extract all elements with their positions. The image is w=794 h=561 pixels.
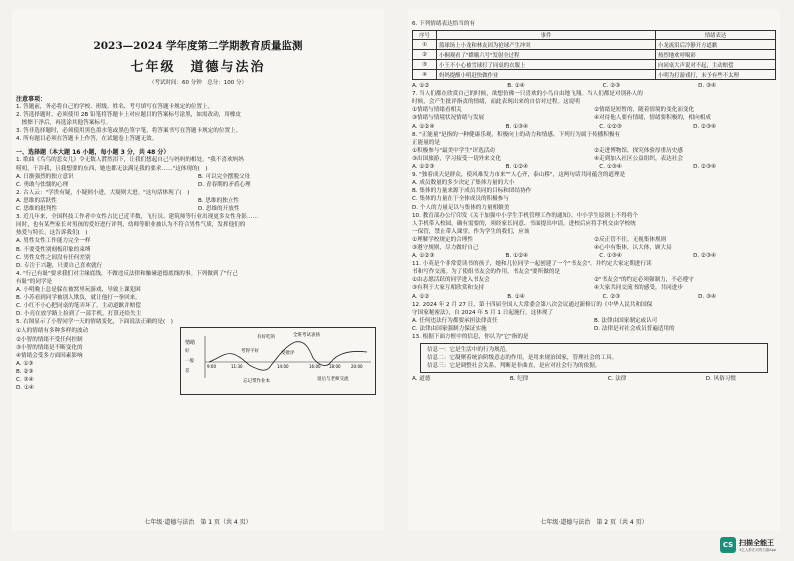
question-5: 5. 右图显示了小智同学一天的情绪变化，下面说法正确的是( )	[16, 319, 173, 326]
statement: ①由志愿活跃的同学进入书友会	[412, 277, 490, 284]
chart-time: 16:00	[309, 364, 321, 370]
question-2: 2. 古人云："学贵有疑，小疑则小进，大疑则大进。"这句话体现了( )	[16, 189, 190, 196]
option: C. 集体的力量在于全体成员的积极参与	[412, 196, 509, 203]
option: C. 法律	[607, 376, 627, 383]
question-13: 13. 根据下面方框中的信息，你认为"它"指的是	[412, 334, 529, 340]
option: A. ①②	[412, 83, 430, 90]
option: C. ②③	[602, 293, 621, 300]
option: C. ①③④	[599, 253, 622, 260]
option: D. ①④	[16, 385, 34, 392]
question-11: 11. 小英是个非常爱读书的孩子，她和几位同学一起创建了一个"书友会"，并约定大家定期进行读	[412, 261, 652, 268]
option: C. ①②③	[599, 123, 622, 130]
option: D. 专注于兴趣，只要自己喜欢就行	[16, 262, 103, 269]
chart-level-high: 好	[185, 349, 190, 355]
statement: ④大家共同交流书的感受，共同进步	[594, 285, 683, 292]
table-cell: ④	[413, 70, 437, 80]
question-10: 10. 教育部办公厅印发《关于加强中小学生手机管理工作的通知》。中小学生原则上不得将个	[412, 212, 639, 219]
statement: ④心中有集体，认大体，顾大局	[594, 244, 672, 251]
question-10-cont: 人手机带入校园，确有需要的，须经家长同意、书面提出申请，进校后应将手机交由学校统	[412, 220, 636, 227]
statement: ②"书友会"的约定必须强制力，不必遵守	[594, 277, 694, 284]
table-cell: 小桐观看了"嫦娥六号"发射全过程	[437, 50, 656, 60]
option: C. ③④	[16, 377, 34, 383]
chart-event: 全班考试表扬	[293, 333, 320, 339]
chart-event: 考得不好	[241, 349, 259, 355]
question-5-block	[16, 327, 380, 395]
option: A. ①③	[16, 360, 34, 367]
table-cell: 小龙流泪后冷静开方道歉	[656, 40, 776, 50]
question-1: 1. 歌曲《鸟鸟的悲女儿》令无数人潸然泪下，让我们想起自己与妈妈的相处。"我不喜欢妈妈	[16, 157, 244, 164]
notes-heading: 注意事项：	[16, 96, 47, 103]
table-header: 事件	[437, 31, 656, 40]
option: A. ①②③	[412, 253, 435, 260]
note-1: 1. 答题前，务必将自己的学校、班级、姓名、考号填写在答题卡规定的位置上。	[16, 104, 214, 110]
question-6-options	[412, 82, 776, 90]
question-8: 8. "正能量"是指的一种健康乐观，积极向上的动力和情感。下列行为属于传播积极有	[412, 131, 621, 138]
question-7-statements	[412, 106, 776, 122]
note-3: 擦擦干净后，再选涂其他答案标号。	[16, 120, 112, 127]
option: A. 日渐强烈的独立意识	[16, 173, 74, 180]
option: B. ②③	[16, 368, 34, 375]
chart-time: 14:00	[277, 364, 289, 370]
statement: ③遵守规则，尽力做好自己	[412, 244, 479, 251]
note-5: 4. 所有题目必须在答题卡上作答，在试题卷上答题无效。	[16, 136, 158, 143]
exam-page-1	[12, 10, 384, 530]
table-header: 序号	[413, 31, 437, 40]
table-row	[413, 50, 776, 60]
question-12-cont: 守国家秘密法》，自 2024 年 5 月 1 日起施行。这体现了	[412, 309, 554, 316]
option: A. ①②④	[412, 123, 435, 130]
statement: ④走到加入社区公益组织，表达社会	[594, 155, 683, 162]
chart-time: 20:00	[351, 364, 363, 370]
camscanner-logo-icon: CS	[720, 537, 736, 553]
info-line: 信息二：它凝聚着统治阶级意志的作用，是用来规治国家，管理社会的工具。	[427, 355, 618, 362]
option: D. 小亮在放学路上捡到了一部手机，打算还给失主	[16, 311, 142, 318]
question-10-cont: 一保管，禁止带入课堂。作为学生的我们，应该	[412, 228, 530, 235]
note-4: 3. 答非选择题时，必须使用黑色墨水笔或黑色签字笔，将答案书写在答题卡规定的位置上。	[16, 128, 242, 135]
section-heading: 一、选择题（本大题 16 小题，每小题 3 分，共 48 分）	[16, 149, 170, 157]
exam-subject: 七年级 道德与法治	[130, 60, 266, 75]
option: A. 男性女性工作能力完全一样	[16, 238, 91, 245]
option: D. ③④	[698, 293, 716, 300]
statement: ①人的情绪有多种多样的波动	[16, 328, 89, 335]
watermark-name: 扫描全能王	[739, 538, 774, 547]
option: A. ①②	[412, 293, 430, 300]
option: B. 小苏看到同学被别人欺负，就让他打一拳回来。	[16, 295, 141, 302]
statement: ①积极参与"最美中学生"评选活动	[412, 147, 495, 154]
info-line: 信息一：它是生活中的行为规范。	[427, 347, 511, 354]
chart-event: 受批评	[281, 351, 295, 357]
option: D. 青春期的矛盾心理	[198, 181, 251, 188]
question-7-options	[412, 123, 776, 131]
option: A. 道德	[412, 376, 431, 383]
table-cell: 篮球场上小龙和林友因为抢球产生冲突	[437, 40, 656, 50]
question-4: 4. "行己有耻"要求我们对尘缘底线，不做违反法律和触碰道德底线的事。下列做到了"行己	[16, 270, 238, 277]
option: D. ②③④	[693, 253, 716, 260]
table-cell: 小王不小心被雪球打了同桌的衣服上	[437, 60, 656, 70]
exam-meta: （考试时间：60 分钟 总分：100 分）	[149, 80, 247, 86]
chart-time: 11:30	[231, 364, 243, 370]
option: B. 可以完全摆脱父母	[198, 173, 251, 180]
statement: ②反正管不住，无视集体规则	[594, 236, 667, 243]
emotion-chart	[180, 327, 376, 395]
question-8-cont: 正能量的是	[412, 139, 440, 146]
table-cell: ①	[413, 40, 437, 50]
emotion-chart-svg	[181, 328, 377, 396]
question-4-cont: 有耻"的同学是	[16, 278, 53, 285]
question-1-cont: 唠叨，干涉我，且我想要的东西，她也都无法满足我的要求……"这体现的( )	[16, 165, 208, 172]
chart-level-low: 差	[185, 369, 190, 375]
exam-title: 2023—2024 学年度第二学期教育质量监测	[93, 40, 303, 52]
table-row	[413, 40, 776, 50]
option: A. 任何违法行为都要承担法律责任	[412, 317, 498, 324]
chart-time: 18:00	[329, 364, 341, 370]
statement: ③情绪与情境状况情绪与发展	[412, 115, 485, 122]
option: A. 思维的活跃性	[16, 197, 57, 204]
statement: ②走进博物馆，探究体验厚重历史感	[594, 147, 683, 154]
statement: ①情绪与情绪看相关	[412, 107, 462, 114]
question-8-statements	[412, 147, 776, 163]
table-row	[413, 60, 776, 70]
option: B. ①②④	[505, 164, 529, 171]
question-10-options	[412, 252, 776, 260]
option: A. 成员数量的多少决定了集体力量的大小	[412, 180, 515, 187]
option: B. ①④	[507, 83, 525, 90]
scanner-watermark	[720, 533, 790, 557]
option: B. 不要受性别刻板印象的束缚	[16, 246, 91, 253]
option: B. ①③④	[505, 123, 529, 130]
exam-page-2	[408, 10, 780, 530]
option: D. ②③④	[693, 123, 716, 130]
option: B. ①②④	[505, 253, 529, 260]
table-cell: 妈妈提醒小明赶快做作业	[437, 70, 656, 80]
table-cell: ③	[413, 60, 437, 70]
chart-event: 忘记带作业本	[243, 379, 270, 385]
question-9: 9. "独着成天是群众，使风难发力市来""人心齐，泰山移"，这两句话共同蕴含的道理是	[412, 172, 626, 179]
statement: ②小智的情绪不受任何控制	[16, 336, 83, 343]
option: C. 男性女性之间没有任何差别	[16, 254, 91, 261]
chart-time: 9:00	[207, 364, 216, 370]
question-7-cont: 时候，会产生批评指责的情绪，而此表现出来的自信对过程。这说明	[412, 99, 580, 106]
option: C. ②③	[602, 83, 621, 90]
question-6-table	[412, 30, 776, 80]
table-header-row	[413, 31, 776, 40]
page-footer: 七年级·道德与法治 第 2 页（共 4 页）	[540, 519, 648, 526]
option: D. ③④	[698, 83, 716, 90]
statement: ④对待他人要有情绪，情绪要积极的，相向相成	[594, 115, 711, 122]
table-header: 情绪表达	[656, 31, 776, 40]
option: B. 集体的力量来源于成员共同的目标和团结协作	[412, 188, 532, 195]
table-cell: 小明为打游戏打，未予有些不太理	[656, 70, 776, 80]
statement: ③小智的情绪是不断变化的	[16, 344, 83, 351]
question-2-options	[16, 197, 380, 213]
table-cell: ②	[413, 50, 437, 60]
table-cell: 热烈地欢呼喝彩	[656, 50, 776, 60]
statement: ②情绪是短暂的，随着情境的变化而变化	[594, 107, 695, 114]
statement: ④情绪会受多方面因素影响	[16, 352, 83, 359]
info-line: 信息三：它是调整社会关系，判断是非曲直，是应对社会行为的依据。	[427, 363, 601, 370]
chart-yaxis-label: 情绪	[185, 340, 196, 347]
option: C. 勇敢与怯懦的心理	[16, 181, 69, 188]
chart-event: 有好吃的	[257, 335, 275, 341]
question-13-infobox	[420, 343, 768, 373]
page-footer: 七年级·道德与法治 第 1 页（共 4 页）	[144, 519, 252, 526]
question-3-cont: 同时，也有某些家长对男孩的爱好进行评判，幼师等职业被认为不符合男性气质，发挥他们的	[16, 222, 246, 229]
option: B. 法律由国家制定或认可	[594, 317, 658, 324]
question-3-cont: 热爱与特长。这告诉我们( )	[16, 230, 88, 237]
question-6: 6. 下列情绪表达恰当的有	[412, 21, 476, 27]
statement: ①理解学校规定的合理性	[412, 236, 473, 243]
question-11-cont: 书和写作交流。为了使组书友会的作用，书友会"要所做的是	[412, 269, 561, 276]
question-13-options	[412, 375, 776, 383]
option: B. ①④	[507, 293, 525, 300]
option: D. 思维的开放性	[198, 206, 240, 213]
option: A. 小明晚上总是躲在被窝里玩游戏，导致上课犯困	[16, 286, 141, 293]
option: C. 小红不小心把同桌的笔弄坏了，主动道歉并赔偿	[16, 303, 141, 310]
question-1-options	[16, 173, 380, 189]
table-cell: 向同桌大声说对不起，主动赔偿	[656, 60, 776, 70]
question-12: 12. 2024 年 2 月 27 日，第十四届全国人大常委会第八次会议通过新修订的《中华人民共和国保	[412, 301, 653, 308]
chart-level-mid: 一般	[185, 359, 194, 365]
option: C. 法律由国家强制力保证实施	[412, 325, 487, 332]
option: A. ①②③	[412, 164, 435, 171]
question-11-options	[412, 293, 776, 301]
question-3: 3. 近几年来，全国科技工作者中女性占比已近半数，飞行员、建筑师等行业出现更多女性身影……	[16, 214, 259, 221]
statement: ③出国旅游，学习接受一切外来文化	[412, 155, 501, 162]
question-11-statements	[412, 276, 776, 292]
option: C. 思维的批判性	[16, 206, 58, 213]
question-10-statements	[412, 236, 776, 252]
option: C. ①③④	[599, 164, 622, 171]
table-row	[413, 70, 776, 80]
chart-event: 退后与老师交流	[317, 377, 349, 383]
question-12-options	[412, 317, 776, 333]
question-7: 7. 当人们都在欣赏自己的时候，欲想仿佛一只喜欢的小鸟自由地飞翔。当人们都是对别孙人的	[412, 91, 643, 98]
option: D. ②③④	[693, 164, 716, 171]
option: D. 法律是对社会成员普遍适用的	[594, 325, 675, 332]
question-8-options	[412, 163, 776, 171]
option: B. 纪律	[509, 376, 529, 383]
option: B. 思维的独立性	[198, 197, 239, 204]
option: D. 风俗习惯	[705, 376, 736, 383]
watermark-sub: 3亿人都在用的扫描App	[739, 547, 777, 552]
statement: ③有利于大家互相欣赏和支持	[412, 285, 485, 292]
option: D. 个人的力量足以与集体的力量相媲美	[412, 204, 510, 211]
note-2: 2. 答选择题时，必须使用 2B 铅笔将答题卡上对应题目的答案标号涂黑，如需改动，用橡皮	[16, 112, 242, 119]
